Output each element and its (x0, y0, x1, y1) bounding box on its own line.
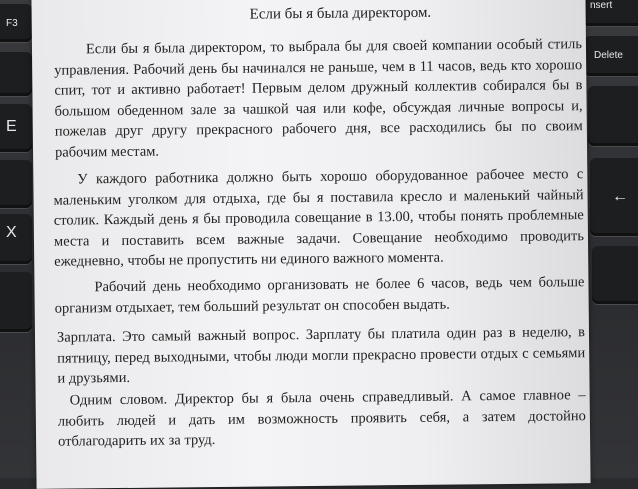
key-escape-row[interactable] (0, 52, 32, 96)
key-x[interactable] (0, 214, 32, 264)
key-insert[interactable] (582, 0, 638, 26)
key-insert-label: nsert (590, 0, 613, 11)
paragraph-1: Если бы я была директором, то выбрала бы для своей компании особый стиль управления. Рабочий день бы начинался не раньше, чем в 11 часов, ведь кто хорошо спит, тот и активно работает! Первым делом дружный коллектив собирался бы в большом обеденном зале за чашкой чая или кофе, обсуждая личные вопросы и, пожелав друг другу прекрасного рабочего дня, все расходились бы по своим рабочим местам. (54, 36, 583, 161)
key-right-lower[interactable] (592, 246, 638, 304)
paragraph-3: Рабочий день необходимо организовать не более 6 часов, ведь чем больше организм отдыхает, тем больший результат он способен выдать. (54, 274, 585, 317)
key-lower-left[interactable] (0, 272, 32, 332)
document-title: Если бы я была директором. (249, 4, 432, 23)
key-e-label: E (6, 118, 17, 135)
key-right-mid[interactable] (588, 86, 638, 146)
key-d[interactable] (0, 160, 32, 208)
paragraph-4: Зарплата. Это самый важный вопрос. Зарплату бы платила один раз в неделю, в пятницу, перед выходными, чтобы люди могли прекрасно провести отдых с семьями и друзьями. (56, 324, 586, 387)
paragraph-5: Одним словом. Директор бы я была очень справедливый. А самое главное – любить людей и дать им возможность проявить себя, а затем достойно отблагодарить их за труд. (57, 387, 586, 450)
key-x-label: X (6, 224, 17, 241)
key-delete-label: Delete (594, 50, 623, 61)
key-f3-label: F3 (6, 18, 18, 29)
key-e[interactable] (0, 104, 32, 152)
arrow-left-icon: ← (612, 188, 628, 205)
key-delete[interactable] (584, 36, 638, 76)
key-f3[interactable] (0, 4, 32, 42)
paper-sheet (31, 0, 590, 489)
key-backspace[interactable] (590, 158, 638, 236)
paragraph-2: У каждого работника должно быть хорошо оборудованное рабочее место с маленьким уголком для отдыха, где бы я поставила кресло и маленький чайный столик. Каждый день я бы проводила совещание в 13.00, чтобы понять проблемные места и поставить всем важные задачи. Совещание необходимо проводить ежедневно, чтобы не пропустить ни единого важного момента. (53, 166, 585, 270)
